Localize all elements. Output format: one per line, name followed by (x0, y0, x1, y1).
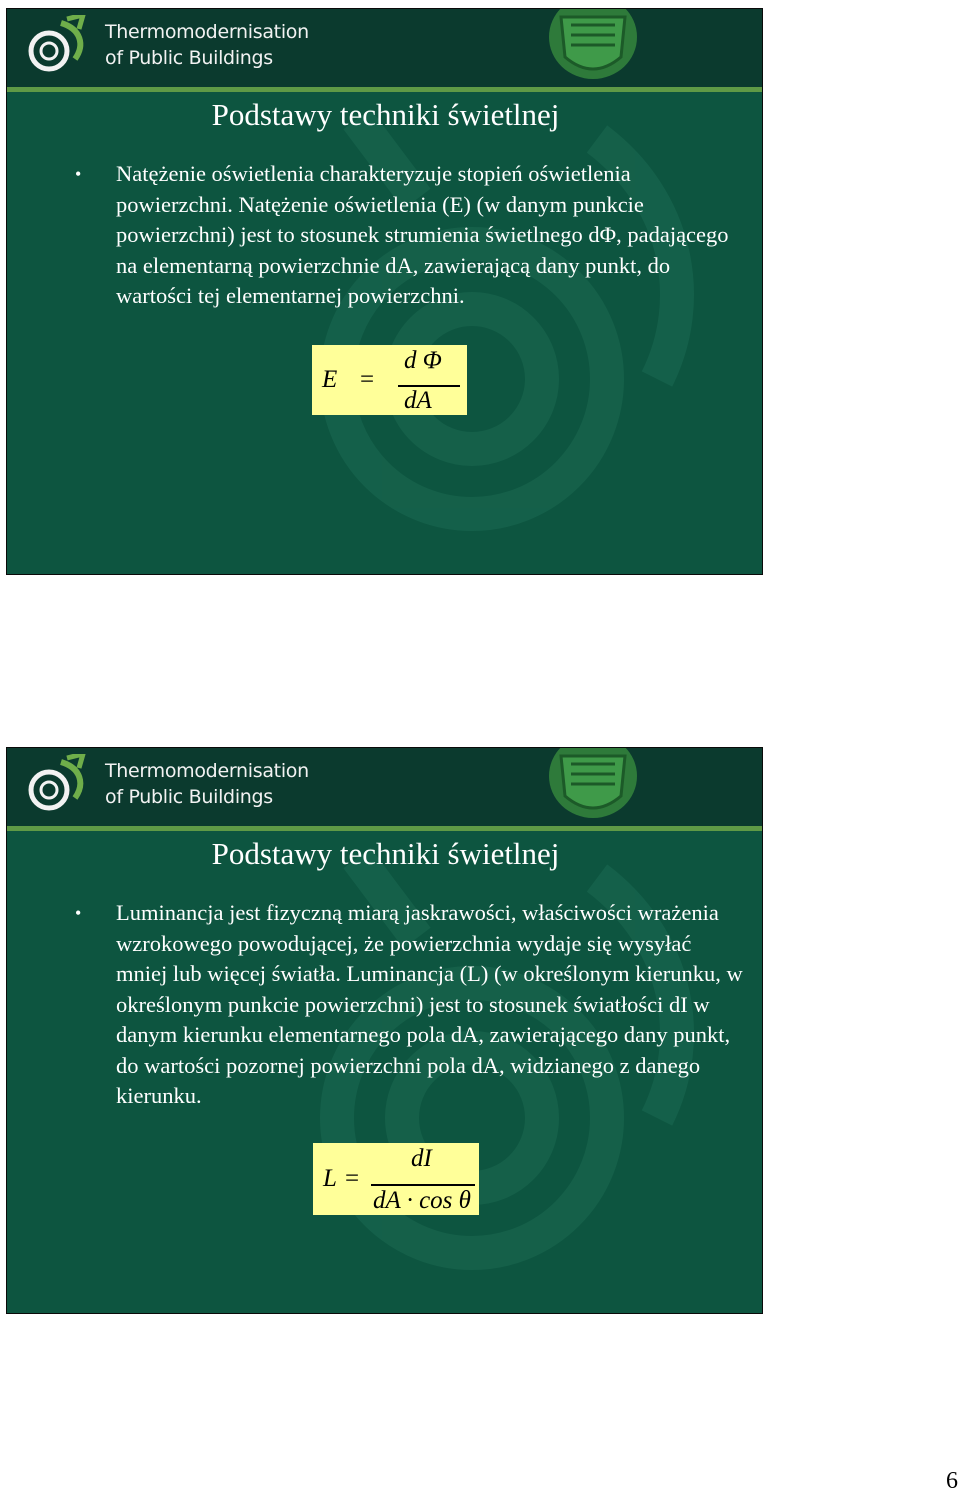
formula-denominator: dA (404, 387, 432, 414)
fraction-bar (371, 1184, 475, 1186)
slide-title: Podstawy techniki świetlnej (211, 97, 560, 132)
slide-title: Podstawy techniki świetlnej (211, 836, 560, 871)
header-line-1: Thermomodernisation (105, 760, 309, 782)
slide-header (7, 9, 762, 87)
watermark-logo-icon (297, 79, 757, 575)
formula-lhs: E (322, 366, 338, 393)
formula-equals: = (345, 1165, 360, 1192)
page-number: 6 (946, 1468, 958, 1494)
thermomodernisation-logo-icon (23, 15, 95, 79)
bullet-dot: • (75, 164, 82, 184)
header-line-2: of Public Buildings (105, 47, 273, 69)
slide-2 (6, 747, 763, 1314)
bullet-dot: • (75, 903, 82, 923)
bullet-text: Natężenie oświetlenia charakteryzuje stopień oświetlenia powierzchni. Natężenie oświetlenia (E) (w danym punkcie powierzchni) jest to stosunek strumienia świetlnego dΦ, padającego na elementarną powierzchnie dA, zawierającą dany punkt, do wartości tej elementarnej powierzchni. (116, 161, 729, 308)
header-logo-text (105, 758, 309, 810)
formula-numerator: d Φ (404, 347, 442, 374)
bullet-text: Luminancja jest fizyczną miarą jaskrawości, właściwości wrażenia wzrokowego powodującej, że powierzchnia wydaje się wysyłać mniej lub więcej światła. Luminancja (L) (w określonym kierunku, w określonym punkcie powierzchni) jest to stosunek światłości dI w danym kierunku elementarnego pola dA, zawierającego dany punkt, do wartości pozornej powierzchni pola dA, widzianego z danego kierunku. (116, 900, 743, 1108)
illuminance-formula (312, 345, 467, 415)
header-rule (7, 87, 762, 92)
formula-equals: = (360, 366, 375, 393)
header-line-1: Thermomodernisation (105, 21, 309, 43)
luminance-formula (313, 1143, 479, 1215)
formula-denominator: dA · cos θ (373, 1187, 471, 1214)
slide-header (7, 748, 762, 826)
header-rule (7, 826, 762, 831)
formula-numerator: dI (411, 1145, 432, 1172)
formula-lhs: L (323, 1165, 337, 1192)
slide-1 (6, 8, 763, 575)
header-logo-text (105, 19, 309, 71)
crest-icon (547, 747, 639, 822)
thermomodernisation-logo-icon (23, 754, 95, 818)
header-line-2: of Public Buildings (105, 786, 273, 808)
crest-icon (547, 8, 639, 83)
